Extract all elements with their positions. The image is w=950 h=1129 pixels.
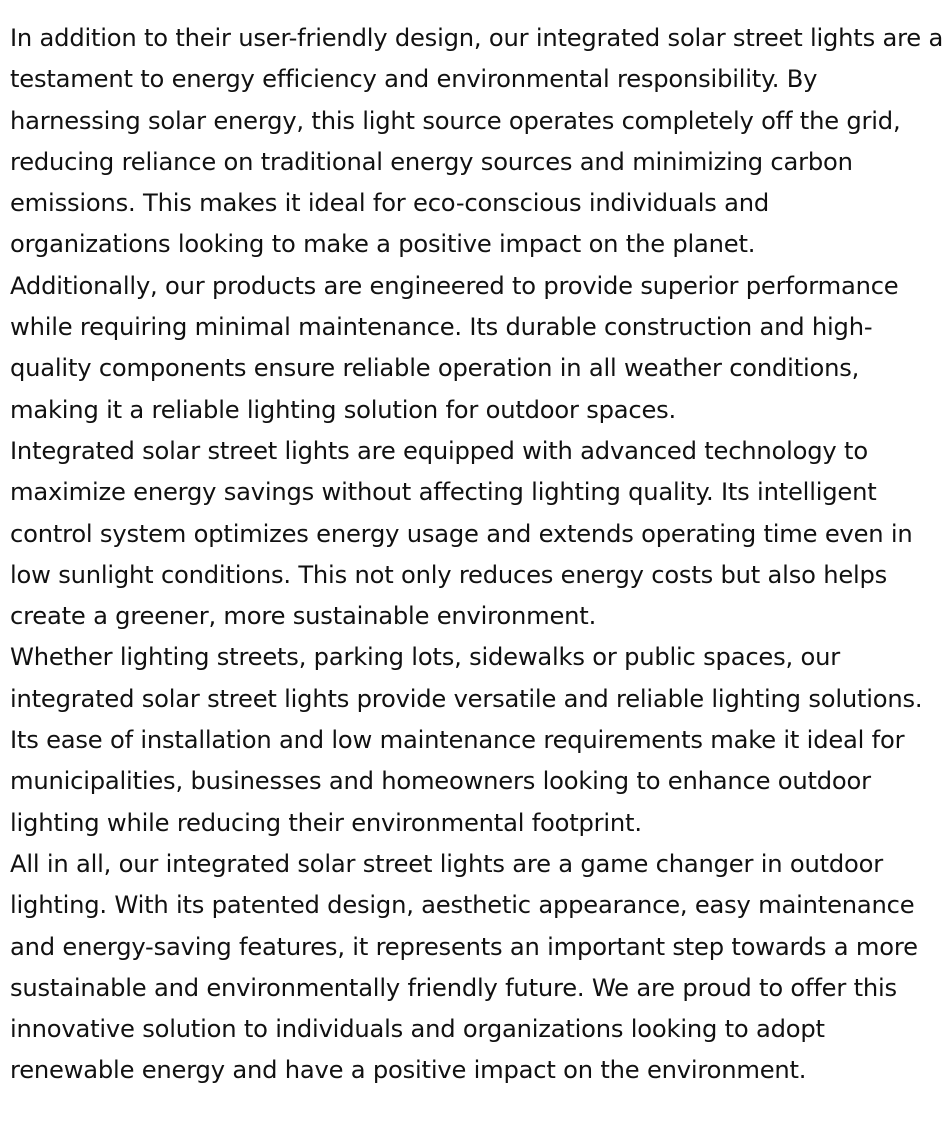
text-line: organizations looking to make a positive impact on the planet.	[10, 230, 756, 259]
text-line: Its ease of installation and low maintenance requirements make it ideal for	[10, 726, 905, 755]
text-line: sustainable and environmentally friendly future. We are proud to offer this	[10, 973, 897, 1002]
paragraph-conclusion	[10, 844, 950, 1092]
text-line: In addition to their user-friendly design, our integrated solar street lights are a	[10, 24, 944, 52]
text-line: All in all, our integrated solar street lights are a game changer in outdoor	[10, 849, 883, 878]
text-line: lighting while reducing their environmental footprint.	[10, 808, 642, 837]
text-line: maximize energy savings without affecting lighting quality. Its intelligent	[10, 478, 877, 507]
text-line: making it a reliable lighting solution for outdoor spaces.	[10, 395, 677, 424]
text-line: renewable energy and have a positive impact on the environment.	[10, 1056, 807, 1085]
text-line: Whether lighting streets, parking lots, sidewalks or public spaces, our	[10, 643, 840, 672]
text-line: lighting. With its patented design, aesthetic appearance, easy maintenance	[10, 891, 915, 920]
text-line: integrated solar street lights provide versatile and reliable lighting solutions.	[10, 684, 923, 713]
text-line: innovative solution to individuals and organizations looking to adopt	[10, 1015, 825, 1044]
text-line: while requiring minimal maintenance. Its durable construction and high-	[10, 313, 873, 342]
text-line: quality components ensure reliable operation in all weather conditions,	[10, 354, 860, 383]
paragraph-versatile-applications	[10, 637, 950, 843]
paragraph-performance-maintenance	[10, 266, 950, 431]
text-line: emissions. This makes it ideal for eco-conscious individuals and	[10, 189, 770, 218]
text-line: municipalities, businesses and homeowners looking to enhance outdoor	[10, 767, 871, 796]
text-line: testament to energy efficiency and environmental responsibility. By	[10, 65, 818, 94]
text-line: control system optimizes energy usage and extends operating time even in	[10, 519, 913, 548]
text-line: and energy-saving features, it represents an important step towards a more	[10, 932, 918, 961]
article-body	[10, 18, 950, 1092]
text-line: create a greener, more sustainable environment.	[10, 602, 597, 631]
text-line: Additionally, our products are engineered to provide superior performance	[10, 271, 899, 300]
paragraph-advanced-technology	[10, 431, 950, 637]
text-line: harnessing solar energy, this light source operates completely off the grid,	[10, 106, 901, 135]
text-line: reducing reliance on traditional energy sources and minimizing carbon	[10, 147, 853, 176]
text-line: low sunlight conditions. This not only reduces energy costs but also helps	[10, 560, 888, 589]
paragraph-design-efficiency	[10, 18, 950, 266]
text-line: Integrated solar street lights are equipped with advanced technology to	[10, 436, 868, 465]
